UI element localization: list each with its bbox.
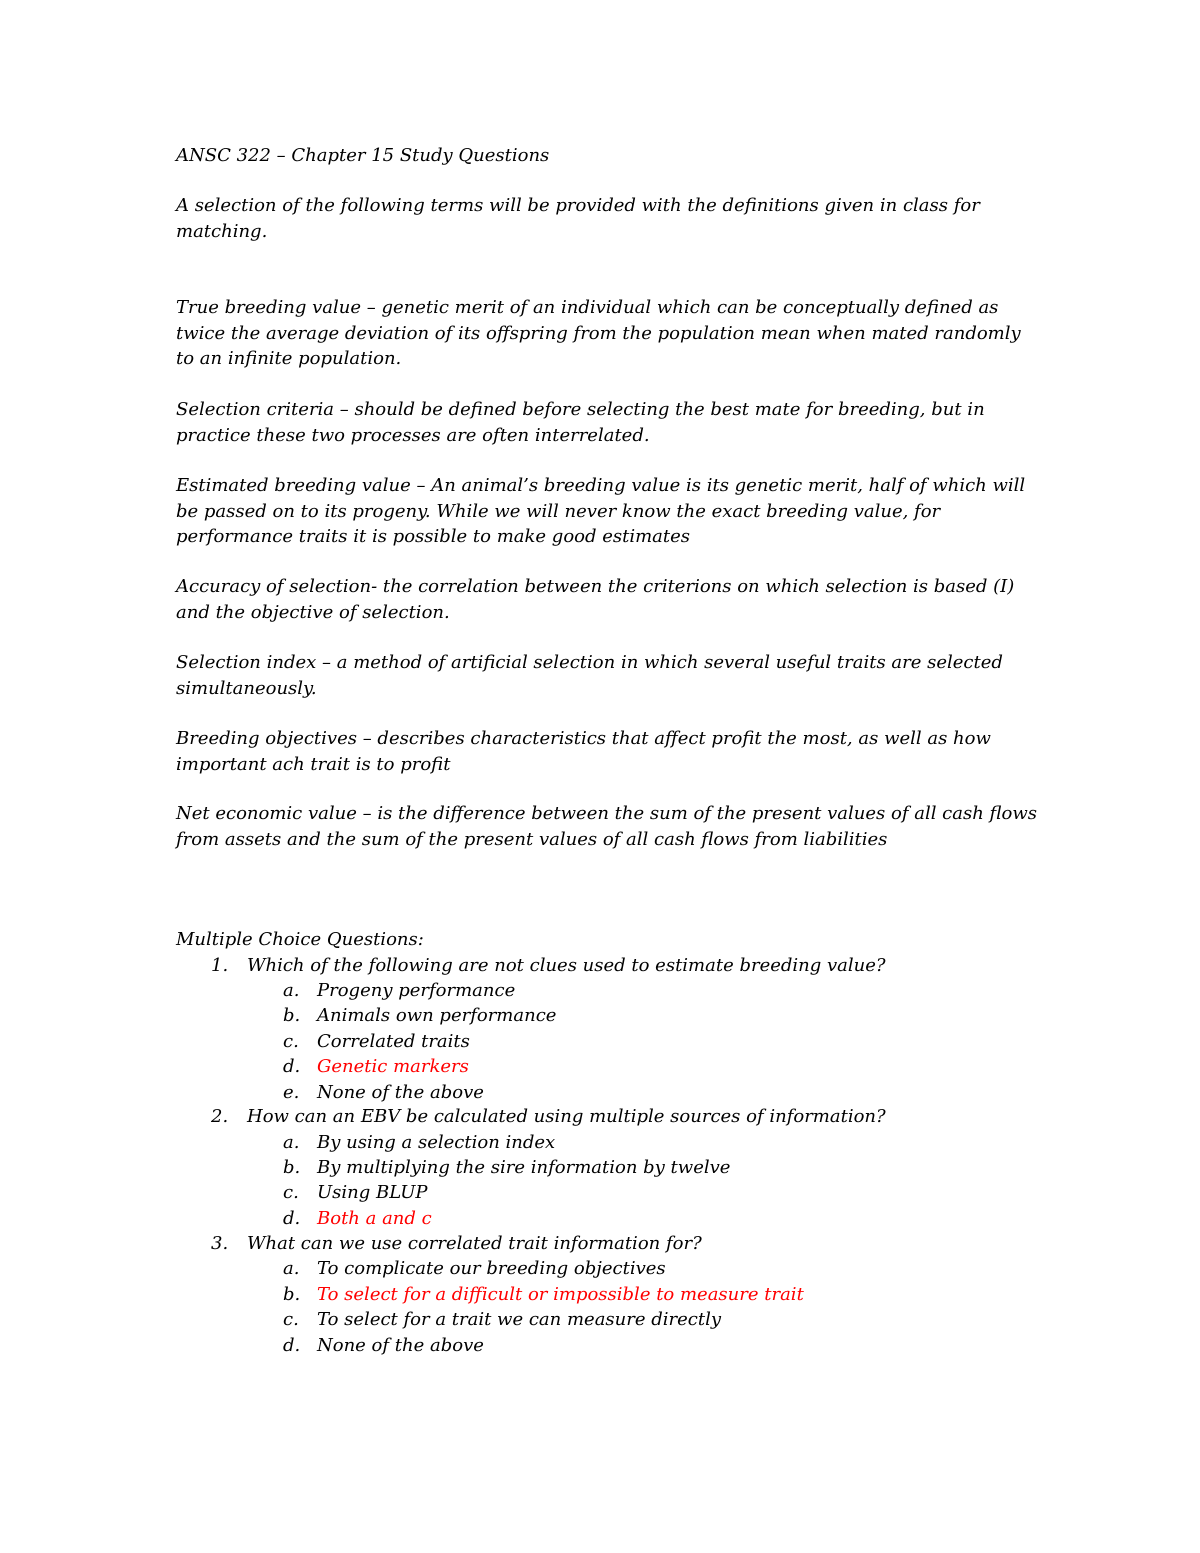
option-text-correct-answer: Genetic markers — [317, 1056, 469, 1077]
definition-line: from assets and the sum of the present values of all cash flows from liabilities — [176, 828, 888, 850]
option-text: By using a selection index — [317, 1132, 556, 1153]
option-text: By multiplying the sire information by twelve — [317, 1157, 731, 1178]
option-text: To complicate our breeding objectives — [317, 1258, 666, 1279]
definition-line: Net economic value – is the difference between the sum of the present values of all cash flows — [176, 803, 1038, 824]
option-letter: d. — [283, 1208, 301, 1229]
question-number: 3. — [211, 1233, 229, 1254]
definition-line: and the objective of selection. — [176, 601, 450, 623]
definition-line: Selection index – a method of artificial selection in which several useful traits are selected — [176, 652, 1003, 673]
question-text: What can we use correlated trait information for? — [247, 1233, 702, 1254]
mcq-heading: Multiple Choice Questions: — [176, 929, 424, 950]
definition-line: Estimated breeding value – An animal’s breeding value is its genetic merit, half of which will — [176, 475, 1026, 496]
definition-selection-criteria — [176, 397, 985, 448]
definition-line: Accuracy of selection- the correlation between the criterions on which selection is based (I) — [176, 576, 1015, 597]
option-text: Using BLUP — [317, 1182, 428, 1203]
document-title: ANSC 322 – Chapter 15 Study Questions — [176, 145, 550, 166]
option-letter: c. — [283, 1031, 299, 1052]
intro-paragraph — [176, 193, 980, 244]
definition-breeding-objectives — [176, 726, 991, 777]
definition-line: Breeding objectives – describes characteristics that affect profit the most, as well as how — [176, 728, 991, 749]
definition-line: twice the average deviation of its offspring from the population mean when mated randomly — [176, 322, 1021, 344]
option-text: Progeny performance — [317, 980, 516, 1001]
definition-true-breeding-value — [176, 295, 1021, 372]
option-letter: a. — [283, 1258, 300, 1279]
option-letter: a. — [283, 1132, 300, 1153]
definition-line: important ach trait is to profit — [176, 753, 451, 775]
option-text: Correlated traits — [317, 1031, 470, 1052]
option-text: None of the above — [317, 1082, 484, 1103]
question-number: 2. — [211, 1106, 229, 1127]
definition-line: Selection criteria – should be defined before selecting the best mate for breeding, but in — [176, 399, 985, 420]
definition-line: practice these two processes are often interrelated. — [176, 424, 650, 446]
option-text: To select for a trait we can measure directly — [317, 1309, 722, 1330]
definition-net-economic-value — [176, 801, 1037, 852]
question-number: 1. — [211, 955, 229, 976]
option-letter: b. — [283, 1005, 301, 1026]
question-text: Which of the following are not clues used to estimate breeding value? — [247, 955, 886, 976]
definition-line: simultaneously. — [176, 677, 317, 699]
option-text: None of the above — [317, 1335, 484, 1356]
definition-line: be passed on to its progeny. While we will never know the exact breeding value, for — [176, 500, 941, 522]
option-letter: b. — [283, 1284, 301, 1305]
definition-line: True breeding value – genetic merit of an individual which can be conceptually defined as — [176, 297, 999, 318]
option-letter: b. — [283, 1157, 301, 1178]
definition-line: to an infinite population. — [176, 348, 402, 369]
definition-selection-index — [176, 650, 1003, 701]
option-text-correct-answer: Both a and c — [317, 1208, 432, 1229]
option-letter: d. — [283, 1335, 301, 1356]
question-text: How can an EBV be calculated using multiple sources of information? — [247, 1106, 886, 1127]
option-letter: a. — [283, 980, 300, 1001]
option-text-correct-answer: To select for a difficult or impossible to measure trait — [317, 1284, 804, 1305]
option-letter: d. — [283, 1056, 301, 1077]
option-letter: e. — [283, 1082, 300, 1103]
option-letter: c. — [283, 1309, 299, 1330]
option-letter: c. — [283, 1182, 299, 1203]
option-text: Animals own performance — [317, 1005, 557, 1026]
definition-accuracy-of-selection — [176, 574, 1014, 625]
intro-line: A selection of the following terms will be provided with the definitions given in class for — [176, 195, 980, 216]
definition-estimated-breeding-value — [176, 473, 1025, 550]
definition-line: performance traits it is possible to make good estimates — [176, 526, 691, 547]
intro-line: matching. — [176, 220, 268, 242]
